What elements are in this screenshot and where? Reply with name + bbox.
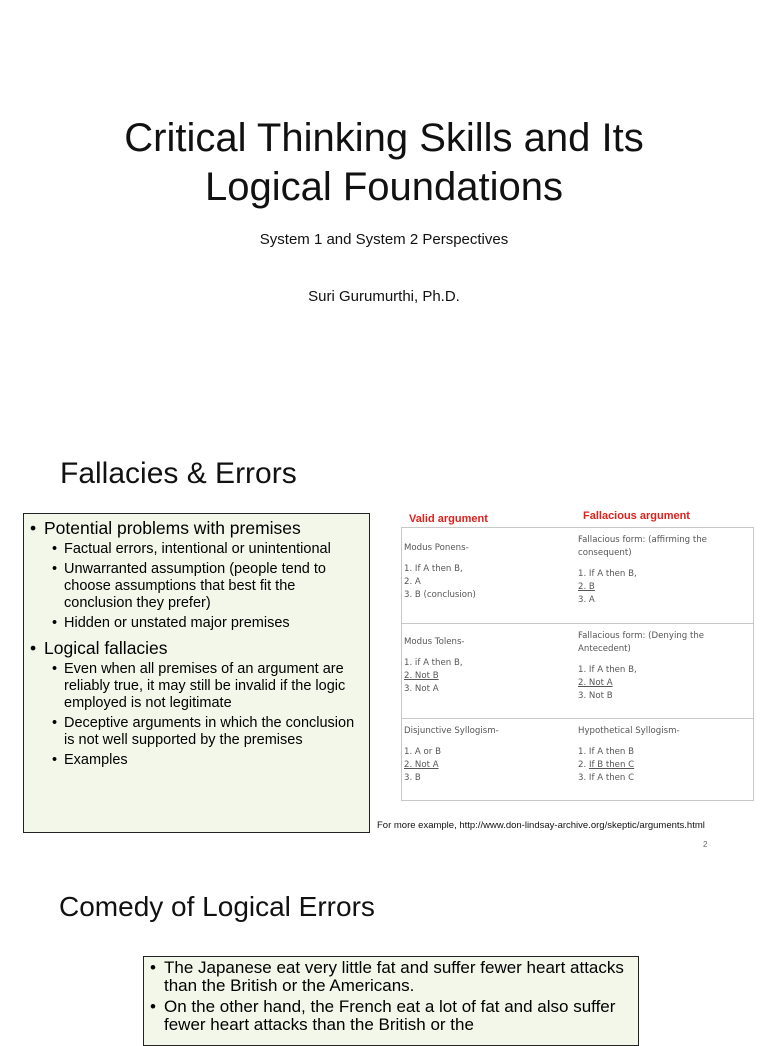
fallacies-slide-title: Fallacies & Errors <box>60 457 297 490</box>
table-row <box>402 528 753 624</box>
bullet-logical-fallacies: • Logical fallacies <box>30 638 363 659</box>
cell-title: Modus Tolens- <box>404 637 465 647</box>
cell-line: 1. If A then B, <box>404 564 463 574</box>
fallacious-cell <box>578 725 748 785</box>
page-number: 2 <box>703 840 708 849</box>
cell-line: 2. A <box>404 577 421 587</box>
cell-line: 2. B <box>578 582 595 592</box>
cell-line: 1. if A then B, <box>404 658 463 668</box>
fallacious-cell <box>578 630 748 703</box>
fallacious-cell <box>578 534 748 607</box>
slide-title <box>0 114 768 212</box>
cell-title: Hypothetical Syllogism- <box>578 726 680 736</box>
cell-title: Fallacious form: (affirming the consequent) <box>578 535 707 558</box>
cell-line: 3. B <box>404 773 421 783</box>
sub-bullet: • Examples <box>30 752 363 769</box>
cell-line: 3. Not A <box>404 684 439 694</box>
bullet-list <box>30 518 363 769</box>
more-examples-link[interactable]: For more example, http://www.don-lindsay-archive.org/skeptic/arguments.html <box>377 820 705 831</box>
cell-line: 3. If A then C <box>578 773 635 783</box>
sub-bullet: • Unwarranted assumption (people tend to choose assumptions that best fit the conclusion they prefer) <box>30 561 363 612</box>
comedy-slide-title: Comedy of Logical Errors <box>59 891 375 922</box>
valid-cell <box>404 725 569 785</box>
bullet-premises: • Potential problems with premises <box>30 518 363 539</box>
comedy-bullet: • The Japanese eat very little fat and suffer fewer heart attacks than the British or the Americans. <box>150 959 630 995</box>
cell-line: 2. Not B <box>404 671 439 681</box>
cell-line: 1. If A then B <box>578 747 635 757</box>
fallacies-sub-list <box>30 661 363 769</box>
sub-bullet: • Hidden or unstated major premises <box>30 615 363 632</box>
table-row <box>402 624 753 719</box>
cell-line: 1. If A then B, <box>578 665 637 675</box>
author-name: Suri Gurumurthi, Ph.D. <box>308 288 460 305</box>
slide-title-line-2: Logical Foundations <box>204 165 564 209</box>
slide-subtitle: System 1 and System 2 Perspectives <box>259 231 509 248</box>
comedy-bullet: • On the other hand, the French eat a lot of fat and also suffer fewer heart attacks than the British or the <box>150 998 630 1034</box>
sub-bullet: • Even when all premises of an argument are reliably true, it may still be invalid if the logic employed is not legitimate <box>30 661 363 712</box>
cell-line: 2. Not A <box>404 760 439 770</box>
cell-title: Fallacious form: (Denying the Antecedent) <box>578 631 705 654</box>
premises-sub-list <box>30 541 363 632</box>
cell-line: 2. Not A <box>578 678 613 688</box>
valid-cell <box>404 636 569 696</box>
cell-title: Modus Ponens- <box>404 543 469 553</box>
sub-bullet: • Factual errors, intentional or unintentional <box>30 541 363 558</box>
sub-bullet: • Deceptive arguments in which the conclusion is not well supported by the premises <box>30 715 363 749</box>
cell-line: 1. A or B <box>404 747 441 757</box>
argument-forms-table <box>401 527 754 801</box>
cell-title: Disjunctive Syllogism- <box>404 726 499 736</box>
cell-line: 3. A <box>578 595 595 605</box>
line-prefix: 2. <box>578 760 589 770</box>
table-row <box>402 719 753 800</box>
cell-line: 3. B (conclusion) <box>404 590 476 600</box>
fallacies-bullet-box <box>23 513 370 833</box>
fallacious-argument-header: Fallacious argument <box>583 510 690 522</box>
comedy-bullet-box <box>143 956 639 1046</box>
valid-argument-header: Valid argument <box>409 513 488 525</box>
cell-line <box>578 759 748 772</box>
cell-line: 1. If A then B, <box>578 569 637 579</box>
slide-title-line-1: Critical Thinking Skills and Its <box>124 116 644 160</box>
underlined-premise: If B then C <box>588 760 635 770</box>
cell-line: 3. Not B <box>578 691 613 701</box>
valid-cell <box>404 542 569 602</box>
